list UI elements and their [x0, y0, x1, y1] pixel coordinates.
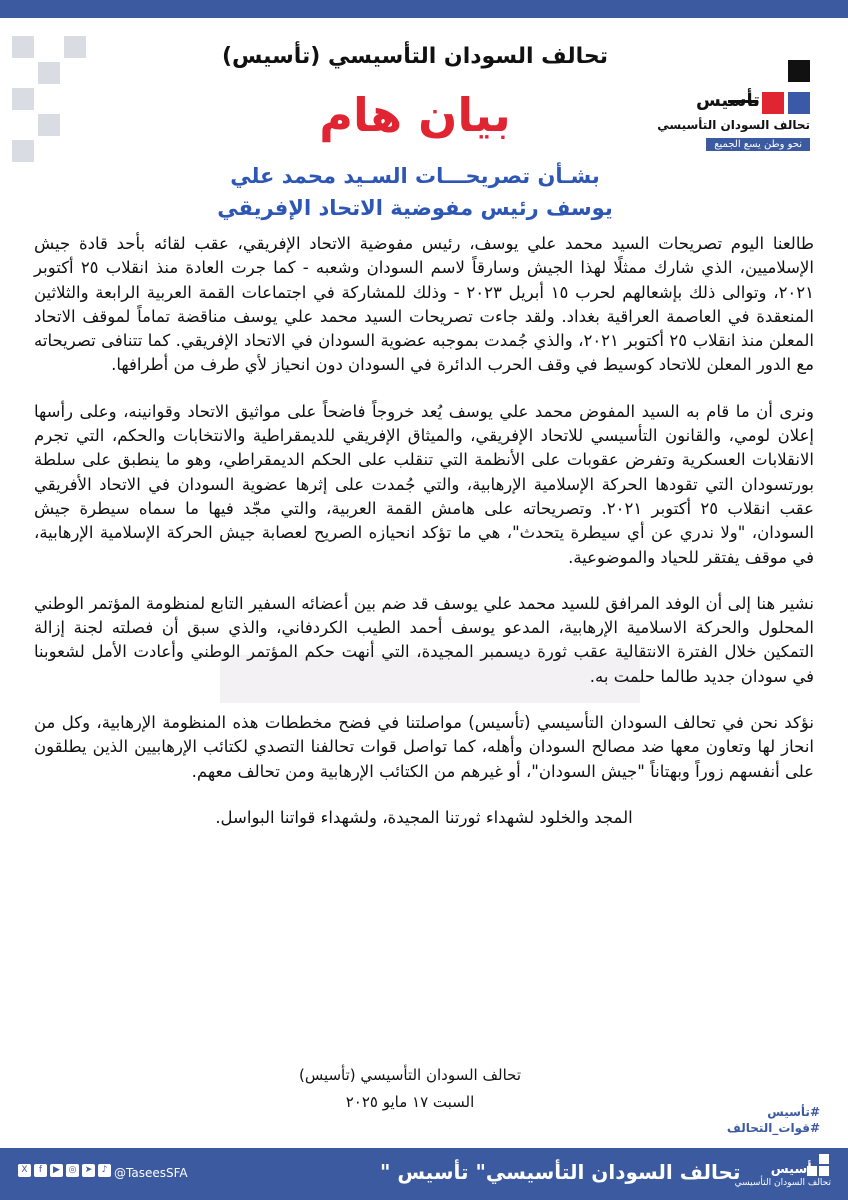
- logo-square-red: [762, 92, 784, 114]
- footer-slogan: تحالف السودان التأسيسي" تأسيس ": [380, 1160, 741, 1184]
- subtitle-line-2: يوسف رئيس مفوضية الاتحاد الإفريقي: [217, 196, 613, 220]
- top-band: [0, 0, 848, 18]
- social-icons: [18, 1164, 111, 1177]
- signature: [200, 1062, 620, 1116]
- logo-name: تأسيس: [695, 90, 760, 111]
- footer-bar: [0, 1148, 848, 1200]
- paragraph: نؤكد نحن في تحالف السودان التأسيسي (تأسيس) مواصلتنا في فضح مخططات هذه المنظومة الإرهابية، وكل من انحاز لها وتعاون معها ضد مصالح السودان وأهله، كما تواصل قوات تحالفنا التصدي لكتائب الإرهابيين الذين يطلقون على أنفسهم زوراً وبهتاناً "جيش السودان"، أو غيرهم من الكتائب الإرهابية ومن تحالف معهم.: [34, 713, 814, 781]
- facebook-icon[interactable]: f: [34, 1164, 47, 1177]
- youtube-icon[interactable]: ▶: [50, 1164, 63, 1177]
- logo-square-black: [788, 60, 810, 82]
- hashtag[interactable]: #تأسيس: [767, 1105, 820, 1119]
- logo-square-blue: [788, 92, 810, 114]
- signature-date: السبت ١٧ مايو ٢٠٢٥: [345, 1093, 475, 1111]
- tasis-logo: [640, 60, 820, 160]
- footer-logo-subtitle: تحالف السودان التأسيسي: [734, 1178, 831, 1188]
- paragraph: طالعنا اليوم تصريحات السيد محمد علي يوسف، رئيس مفوضية الاتحاد الإفريقي، عقب لقائه بأحد قادة جيش الإسلاميين، الذي شارك ممثلًا لهذا الجيش وسارقاً لاسم السودان وشعبه - كما جرت العادة منذ انقلاب ٢٥ أكتوبر ٢٠٢١، وتوالى ذلك بإشعالهم لحرب ١٥ أبريل ٢٠٢٣ - وذلك للمشاركة في اجتماعات القمة العربية الرابعة والثلاثين المنعقدة في العاصمة العراقية بغداد. ولقد جاءت تصريحات السيد محمد علي يوسف مناقضة تماماً لموقف الاتحاد المعلن منذ انقلاب ٢٥ أكتوبر ٢٠٢١، والذي جُمدت بموجبه عضوية السودان في الاتحاد الإفريقي. كما تتنافى تصريحاته مع الدور المعلن للاتحاد كوسيط في وقف الحرب الدائرة في السودان دون انحياز لأي طرف من أطرافها.: [34, 234, 815, 375]
- org-title: تحالف السودان التأسيسي (تأسيس): [221, 44, 609, 69]
- statement-body: [34, 232, 814, 852]
- telegram-icon[interactable]: ➤: [82, 1164, 95, 1177]
- decorative-squares: [12, 18, 132, 178]
- subtitle: [160, 160, 670, 224]
- closing-line: المجد والخلود لشهداء ثورتنا المجيدة، ولشهداء قواتنا البواسل.: [215, 807, 633, 827]
- logo-subtitle: تحالف السودان التأسيسي: [657, 118, 810, 132]
- paragraph: ونرى أن ما قام به السيد المفوض محمد علي يوسف يُعد خروجاً فاضحاً على مواثيق الاتحاد وقوانينه، وعلى رأسها إعلان لومي، والقانون التأسيسي للاتحاد الإفريقي، والميثاق الإفريقي للديمقراطية والانتخابات والحكم، التي تجرم الانقلابات العسكرية وتفرض عقوبات على الأنظمة التي تنقلب على الحكم الديمقراطي، وهو ما ينطبق على سلطة بورتسودان التي تقودها الحركة الإسلامية الإرهابية، والتي جُمدت على إثرها عضوية السودان في الاتحاد الأفريقي عقب انقلاب ٢٥ أكتوبر ٢٠٢١. وتصريحاته على هامش القمة العربية، والتي مجّد فيها ما سماه سيطرة جيش السودان، "ولا ندري عن أي سيطرة يتحدث"، هي ما تؤكد انحيازه الصريح لعصابة جيش الحركة الإسلامية الإرهابية، في موقف يفتقر للحياد والموضوعية.: [34, 401, 814, 567]
- paragraph: نشير هنا إلى أن الوفد المرافق للسيد محمد علي يوسف قد ضم بين أعضائه السفير التابع لمنظومة المؤتمر الوطني المحلول والحركة الاسلامية الإرهابية، المدعو يوسف أحمد الطيب الكردفاني، والذي سبق أن فصلته لجنة إزالة التمكين خلال الفترة الانتقالية عقب ثورة ديسمبر المجيدة، التي أنهت حكم المؤتمر الوطني وأعادت الأمل لشعوبنا في سودان جديد طالما حلمت به.: [34, 593, 814, 686]
- subtitle-line-1: بشـأن تصريحـــات السـيد محمد علي: [230, 164, 600, 188]
- social-handle[interactable]: @TaseesSFA: [114, 1166, 188, 1180]
- hashtag[interactable]: #قوات_التحالف: [726, 1121, 820, 1135]
- footer-logo-name: تأسيس: [770, 1162, 817, 1177]
- tiktok-icon[interactable]: ♪: [98, 1164, 111, 1177]
- x-icon[interactable]: X: [18, 1164, 31, 1177]
- logo-tagline: نحو وطن يسع الجميع: [706, 138, 810, 151]
- instagram-icon[interactable]: ◎: [66, 1164, 79, 1177]
- signature-org: تحالف السودان التأسيسي (تأسيس): [298, 1066, 522, 1084]
- hashtags: [727, 1104, 820, 1136]
- main-title: بيان هام: [319, 88, 511, 142]
- footer-logo: [724, 1150, 839, 1198]
